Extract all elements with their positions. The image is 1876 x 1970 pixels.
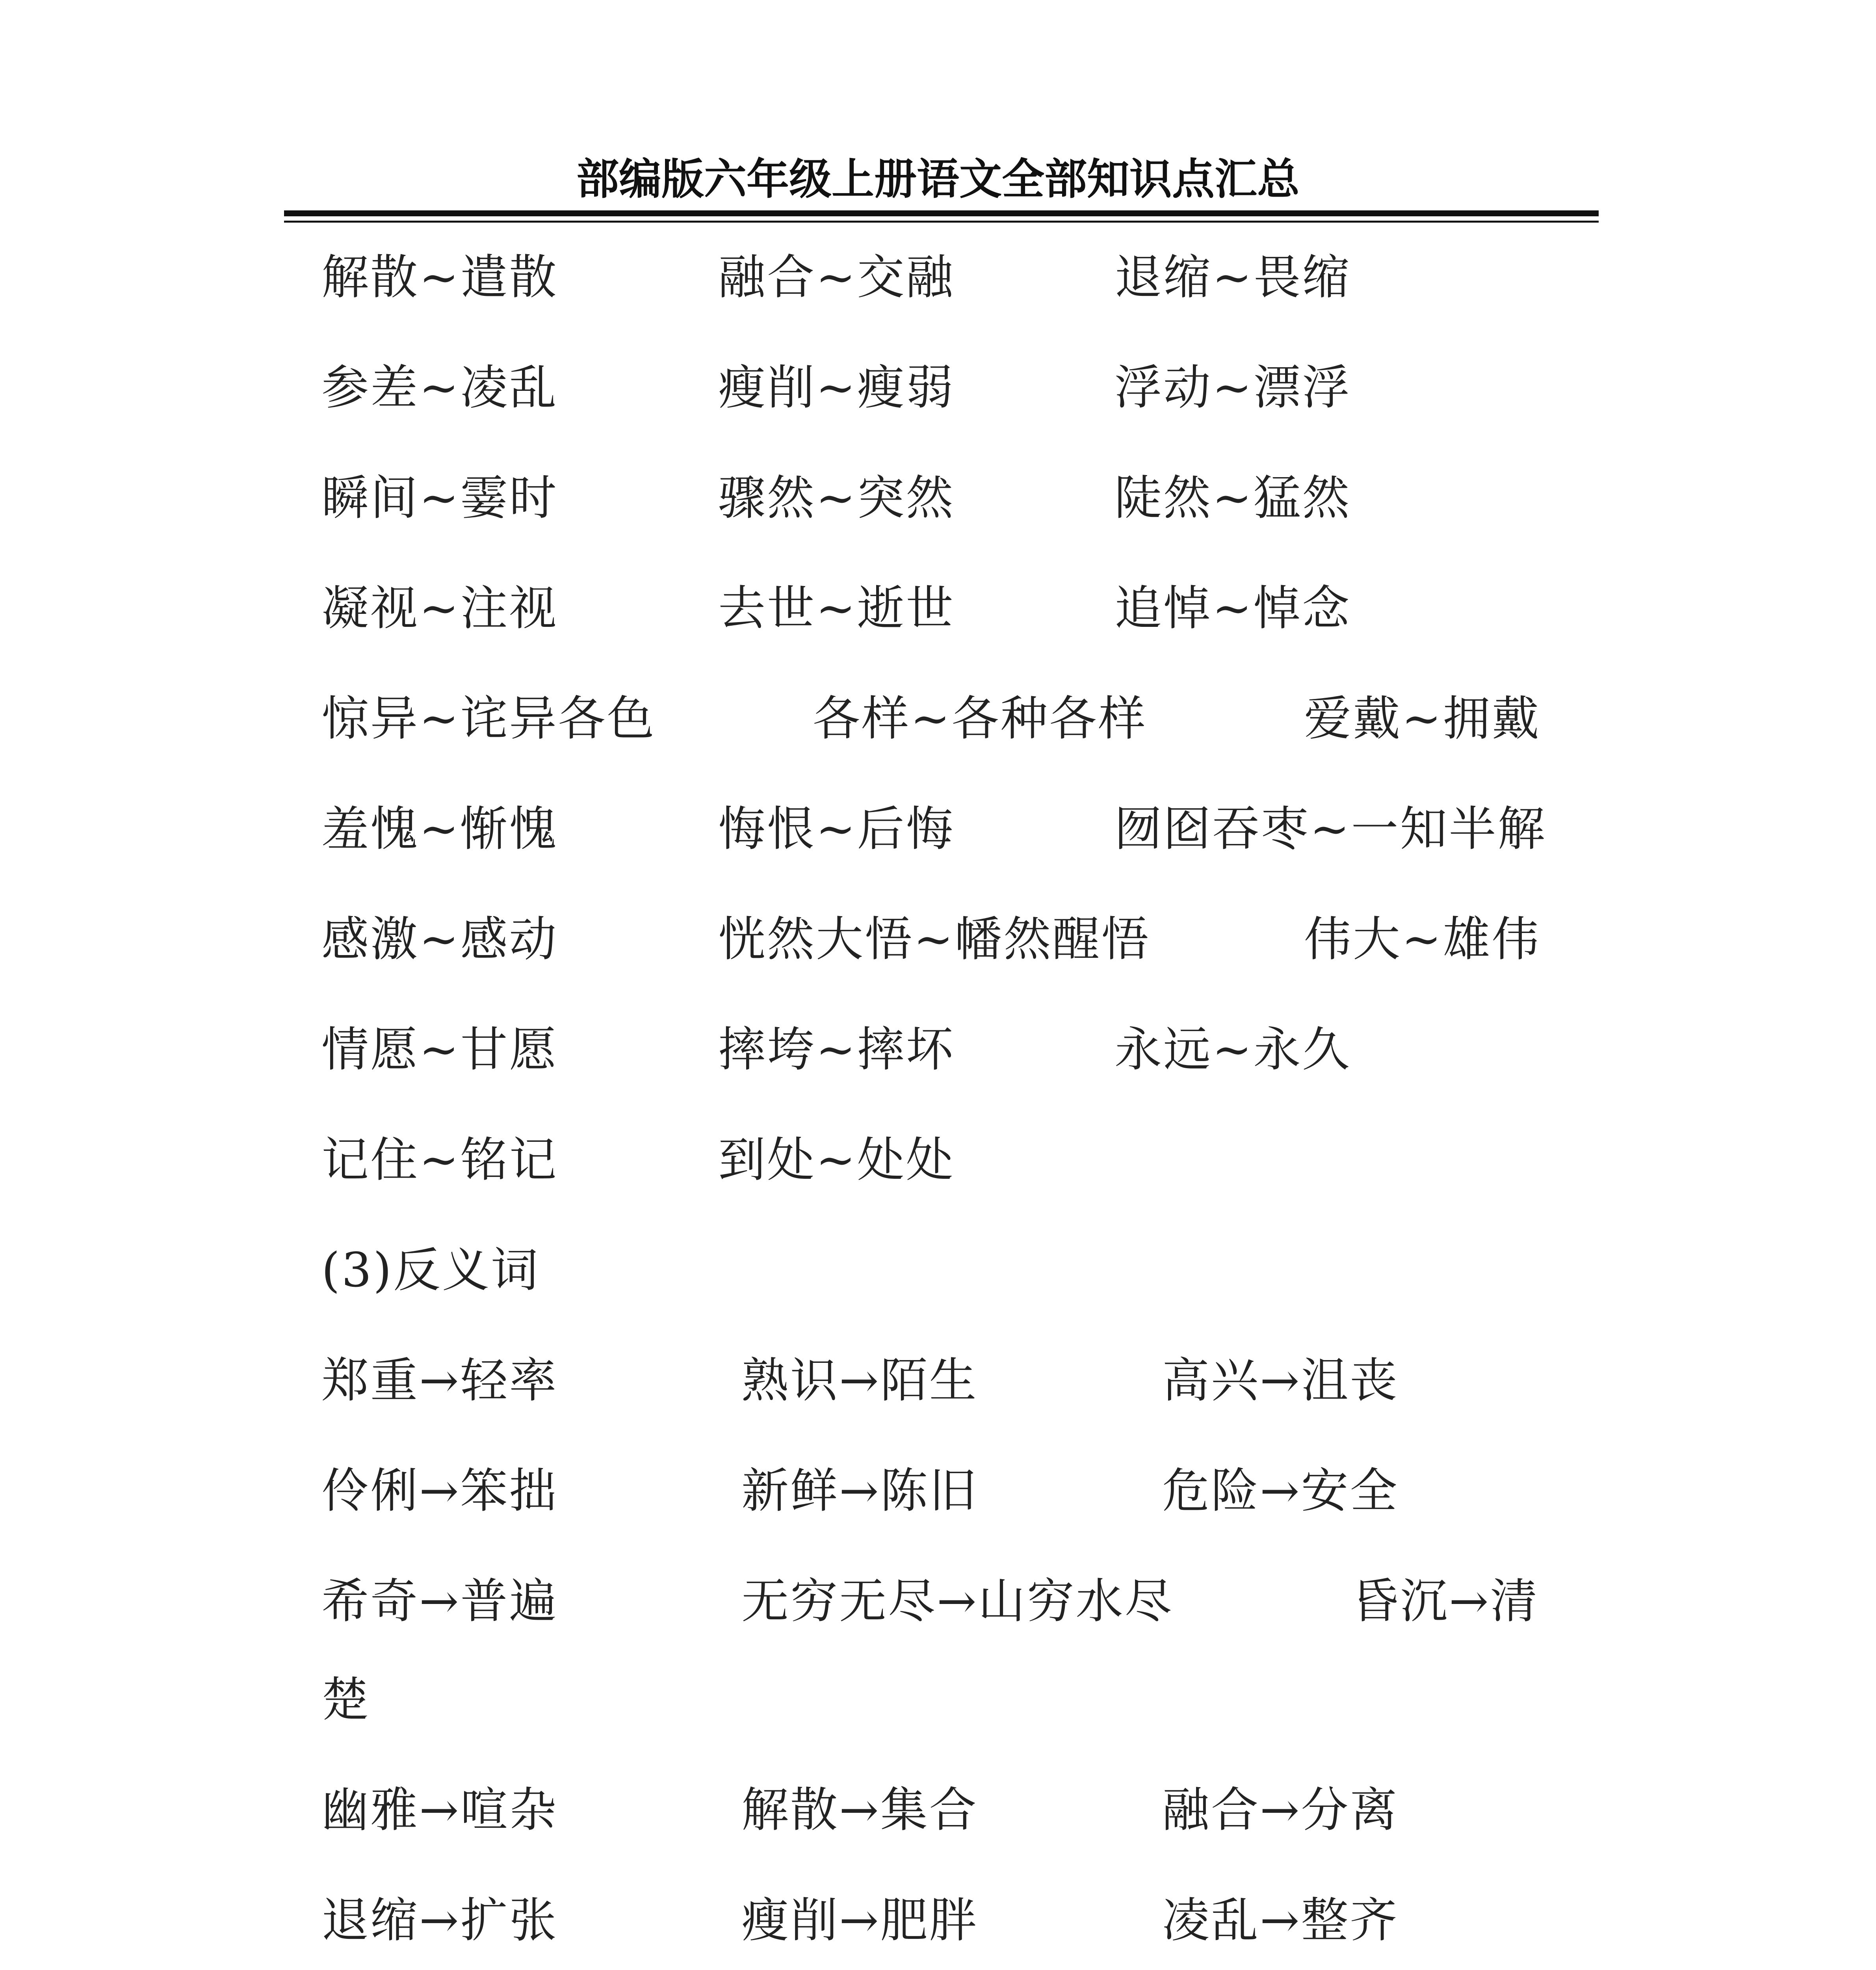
synonym-pair: 去世~逝世 xyxy=(718,581,955,636)
synonym-pair: 羞愧~惭愧 xyxy=(321,802,558,857)
synonym-pair: 囫囵吞枣~一知半解 xyxy=(1114,802,1547,857)
antonym-pair-continued: 楚 xyxy=(321,1673,370,1727)
synonym-pair: 瞬间~霎时 xyxy=(321,471,558,526)
antonym-pair: 高兴→沮丧 xyxy=(1162,1353,1399,1408)
synonym-pair: 摔垮~摔坏 xyxy=(718,1022,955,1077)
synonym-pair: 追悼~悼念 xyxy=(1114,581,1351,636)
antonym-pair: 解散→集合 xyxy=(741,1783,978,1838)
synonym-pair: 浮动~漂浮 xyxy=(1114,361,1351,415)
synonym-pair: 记住~铭记 xyxy=(321,1133,558,1188)
antonym-pair: 郑重→轻率 xyxy=(321,1353,558,1408)
header-rule-thick xyxy=(284,210,1599,216)
synonym-pair: 骤然~突然 xyxy=(718,471,955,526)
synonym-pair: 感激~感动 xyxy=(321,912,558,967)
antonym-pair: 幽雅→喧杂 xyxy=(321,1783,558,1838)
synonym-pair: 参差~凌乱 xyxy=(321,361,558,415)
synonym-pair: 悔恨~后悔 xyxy=(718,802,955,857)
synonym-pair: 恍然大悟~幡然醒悟 xyxy=(718,912,1150,967)
section-heading-antonyms: (3)反义词 xyxy=(321,1243,540,1298)
antonym-pair: 瘦削→肥胖 xyxy=(741,1893,978,1948)
antonym-pair: 融合→分离 xyxy=(1162,1783,1399,1838)
synonym-pair: 瘦削~瘦弱 xyxy=(718,361,955,415)
synonym-pair: 融合~交融 xyxy=(718,250,955,305)
synonym-pair: 情愿~甘愿 xyxy=(321,1022,558,1077)
synonym-pair: 解散~遣散 xyxy=(321,250,558,305)
antonym-pair: 无穷无尽→山穷水尽 xyxy=(741,1574,1174,1629)
synonym-pair: 伟大~雄伟 xyxy=(1304,912,1541,967)
synonym-pair: 陡然~猛然 xyxy=(1114,471,1351,526)
antonym-pair: 危险→安全 xyxy=(1162,1464,1399,1518)
antonym-pair: 希奇→普遍 xyxy=(321,1574,558,1629)
antonym-pair: 新鲜→陈旧 xyxy=(741,1464,978,1518)
antonym-pair: 凌乱→整齐 xyxy=(1162,1893,1399,1948)
page-title: 部编版六年级上册语文全部知识点汇总 xyxy=(576,154,1300,204)
synonym-pair: 爱戴~拥戴 xyxy=(1304,691,1541,746)
synonym-pair: 各样~各种各样 xyxy=(813,691,1147,746)
synonym-pair: 惊异~诧异各色 xyxy=(321,691,656,746)
antonym-pair: 昏沉→清 xyxy=(1351,1574,1539,1629)
antonym-pair: 伶俐→笨拙 xyxy=(321,1464,558,1518)
synonym-pair: 永远~永久 xyxy=(1114,1022,1351,1077)
synonym-pair: 凝视~注视 xyxy=(321,581,558,636)
header-rule-thin xyxy=(284,221,1599,223)
synonym-pair: 到处~处处 xyxy=(718,1133,955,1188)
antonym-pair: 熟识→陌生 xyxy=(741,1353,978,1408)
antonym-pair: 退缩→扩张 xyxy=(321,1893,558,1948)
synonym-pair: 退缩~畏缩 xyxy=(1114,250,1351,305)
